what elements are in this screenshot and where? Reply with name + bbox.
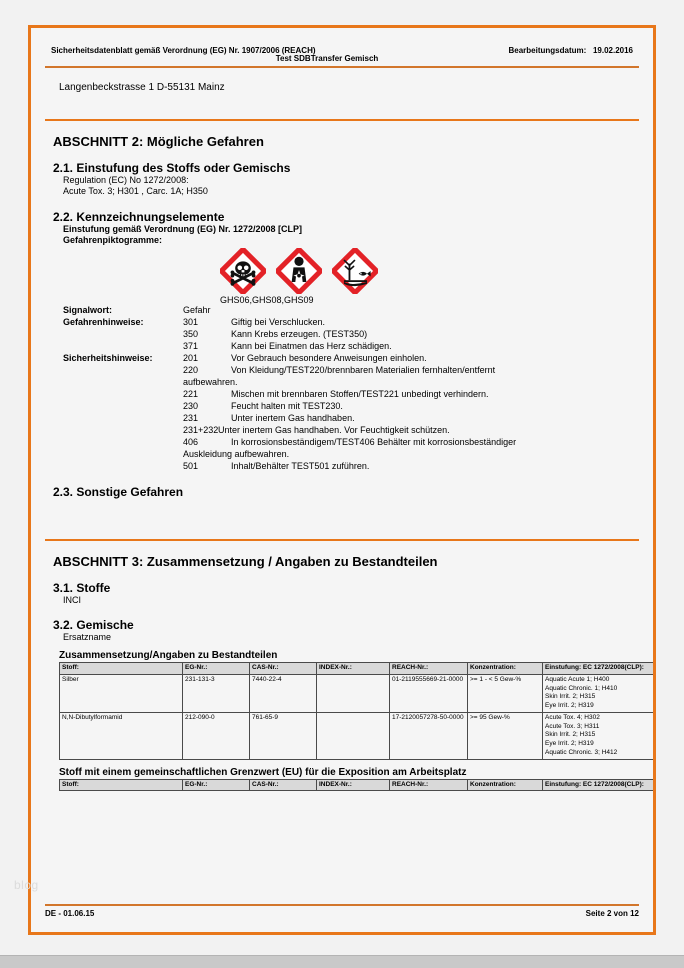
einstufung-line: Aquatic Acute 1; H400	[545, 675, 610, 683]
precaution-text: Von Kleidung/TEST220/brennbaren Materialien fernhalten/entfernt	[231, 364, 496, 375]
precaution-text-continued: Auskleidung aufbewahren.	[183, 448, 290, 459]
hazard-code: 350	[183, 328, 199, 339]
revision-label: Bearbeitungsdatum:	[508, 46, 587, 55]
section2-2-heading: 2.2. Kennzeichnungselemente	[53, 209, 225, 224]
section2-1-line2: Acute Tox. 3; H301 , Carc. 1A; H350	[63, 186, 208, 197]
column-header-einstufung: Einstufung: EC 1272/2008(CLP):	[543, 779, 657, 791]
precaution-code: 406	[183, 436, 199, 447]
einstufung-line: Acute Tox. 4; H302	[545, 713, 600, 721]
hazard-row	[63, 341, 639, 353]
workplace-limit-table	[59, 779, 656, 792]
cell-eg: 212-090-0	[183, 712, 250, 759]
signal-word-value: Gefahr	[183, 305, 211, 315]
precaution-row	[63, 413, 639, 425]
ghs06-skull-icon	[220, 248, 266, 294]
precaution-row	[63, 389, 639, 401]
pictogram-codes: GHS06,GHS08,GHS09	[220, 295, 314, 305]
precaution-row	[63, 353, 639, 365]
document-page	[28, 25, 656, 935]
ghs08-health-hazard-icon	[276, 248, 322, 294]
precaution-code: 221	[183, 388, 199, 399]
revision-date: 19.02.2016	[592, 46, 633, 55]
precaution-text: Mischen mit brennbaren Stoffen/TEST221 unbedingt verhindern.	[231, 388, 489, 399]
column-header-cas: CAS-Nr.:	[250, 779, 317, 791]
einstufung-line: Skin Irrit. 2; H315	[545, 731, 596, 739]
cell-konzentration: >= 95 Gew-%	[468, 712, 543, 759]
precaution-text: Vor Gebrauch besondere Anweisungen einholen.	[231, 352, 427, 363]
column-header-reach: REACH-Nr.:	[390, 663, 468, 675]
document-header	[45, 28, 639, 55]
precaution-row	[63, 461, 639, 473]
column-header-index: INDEX-Nr.:	[317, 779, 390, 791]
column-header-eg: EG-Nr.:	[183, 779, 250, 791]
workplace-limit-table-title: Stoff mit einem gemeinschaftlichen Grenzwert (EU) für die Exposition am Arbeitsplatz	[59, 766, 467, 778]
pictograms-label: Gefahrenpiktogramme:	[63, 234, 163, 245]
einstufung-line: Aquatic Chronic. 1; H410	[545, 684, 618, 692]
precaution-text: Inhalt/Behälter TEST501 zuführen.	[231, 460, 370, 471]
cell-reach: 17-2120057278-50-0000	[390, 712, 468, 759]
table-header-row	[60, 663, 657, 675]
precaution-row	[63, 401, 639, 413]
composition-table-title: Zusammensetzung/Angaben zu Bestandteilen	[59, 650, 278, 662]
column-header-reach: REACH-Nr.:	[390, 779, 468, 791]
header-revision	[508, 46, 639, 55]
section2-heading: ABSCHNITT 2: Mögliche Gefahren	[53, 134, 264, 149]
section2-3-heading: 2.3. Sonstige Gefahren	[53, 484, 184, 499]
hazard-code: 301	[183, 316, 199, 327]
table-row	[60, 712, 657, 759]
cell-einstufung	[543, 674, 657, 712]
hazard-text: Kann Krebs erzeugen. (TEST350)	[231, 328, 368, 339]
einstufung-line: Eye Irrit. 2; H319	[545, 702, 594, 710]
hazard-text: Giftig bei Verschlucken.	[231, 316, 326, 327]
company-address: Langenbeckstrasse 1 D-55131 Mainz	[59, 82, 225, 93]
hazard-row	[63, 317, 639, 329]
footer-page-number: Seite 2 von 12	[585, 909, 639, 918]
column-header-stoff: Stoff:	[60, 779, 183, 791]
cell-einstufung	[543, 712, 657, 759]
cell-index	[317, 674, 390, 712]
section3-2-line1: Ersatzname	[63, 631, 112, 642]
precaution-code: 501	[183, 460, 199, 471]
einstufung-line: Acute Tox. 3; H311	[545, 722, 600, 730]
table-row	[60, 674, 657, 712]
section2-top-divider	[45, 119, 639, 121]
section3-1-line1: INCI	[63, 594, 81, 605]
column-header-index: INDEX-Nr.:	[317, 663, 390, 675]
ghs09-environment-icon	[332, 248, 378, 294]
hazard-code: 371	[183, 340, 199, 351]
ghs-pictogram-row	[220, 248, 639, 294]
section2-2-clp-line: Einstufung gemäß Verordnung (EG) Nr. 1272/2008 [CLP]	[63, 223, 303, 234]
precaution-text: Feucht halten mit TEST230.	[231, 400, 343, 411]
header-regulation-title: Sicherheitsdatenblatt gemäß Verordnung (EG) Nr. 1907/2006 (REACH)	[51, 46, 316, 55]
signal-word-row	[63, 305, 639, 317]
cell-eg: 231-131-3	[183, 674, 250, 712]
cell-cas: 761-65-9	[250, 712, 317, 759]
page-content	[31, 28, 653, 932]
header-subtitle: Test SDBTransfer Gemisch	[275, 54, 379, 63]
composition-table	[59, 662, 656, 760]
section3-heading: ABSCHNITT 3: Zusammensetzung / Angaben zu Bestandteilen	[53, 553, 438, 569]
section3-1-heading: 3.1. Stoffe	[53, 580, 111, 595]
column-header-konzentration: Konzentration:	[468, 663, 543, 675]
section3-top-divider	[45, 539, 639, 541]
einstufung-line: Eye Irrit. 2; H319	[545, 740, 594, 748]
section2-1-heading: 2.1. Einstufung des Stoffs oder Gemischs	[53, 161, 291, 175]
cell-stoff: N,N-Dibutylformamid	[60, 712, 183, 759]
document-footer	[45, 904, 639, 918]
cell-konzentration: >= 1 - < 5 Gew-%	[468, 674, 543, 712]
precaution-code: 201	[183, 352, 199, 363]
precaution-code: 220	[183, 364, 199, 375]
cell-index	[317, 712, 390, 759]
precaution-row	[63, 437, 639, 449]
bottom-scroll-strip[interactable]	[0, 955, 684, 968]
hazard-label: Gefahrenhinweise:	[63, 316, 144, 327]
section2-1-line1: Regulation (EC) No 1272/2008:	[63, 175, 189, 185]
hazard-text: Kann bei Einatmen das Herz schädigen.	[231, 340, 392, 351]
precaution-row: 231+232 Unter inertem Gas handhaben. Vor Feuchtigkeit schützen.	[63, 425, 639, 437]
cell-cas: 7440-22-4	[250, 674, 317, 712]
precaution-text: In korrosionsbeständigem/TEST406 Behälter mit korrosionsbeständiger	[231, 436, 517, 447]
column-header-stoff: Stoff:	[60, 663, 183, 675]
precaution-label: Sicherheitshinweise:	[63, 352, 153, 363]
column-header-cas: CAS-Nr.:	[250, 663, 317, 675]
hazard-statement-block	[63, 305, 639, 473]
column-header-einstufung: Einstufung: EC 1272/2008(CLP):	[543, 663, 657, 675]
hazard-row	[63, 329, 639, 341]
signal-word-label: Signalwort:	[63, 305, 112, 315]
table-header-row	[60, 779, 657, 791]
blog-watermark: blog	[14, 878, 39, 892]
precaution-code: 230	[183, 400, 199, 411]
precaution-text: Unter inertem Gas handhaben.	[231, 412, 355, 423]
cell-reach: 01-2119555669-21-0000	[390, 674, 468, 712]
section3-2-heading: 3.2. Gemische	[53, 617, 134, 632]
column-header-eg: EG-Nr.:	[183, 663, 250, 675]
precaution-text: Unter inertem Gas handhaben. Vor Feuchtigkeit schützen.	[218, 424, 450, 435]
precaution-row	[63, 365, 639, 377]
einstufung-line: Skin Irrit. 2; H315	[545, 693, 596, 701]
einstufung-line: Aquatic Chronic. 3; H412	[545, 748, 618, 756]
cell-stoff: Silber	[60, 674, 183, 712]
footer-version: DE - 01.06.15	[45, 909, 95, 918]
column-header-konzentration: Konzentration:	[468, 779, 543, 791]
precaution-code: 231	[183, 412, 199, 423]
precaution-text-continued: aufbewahren.	[183, 376, 238, 387]
